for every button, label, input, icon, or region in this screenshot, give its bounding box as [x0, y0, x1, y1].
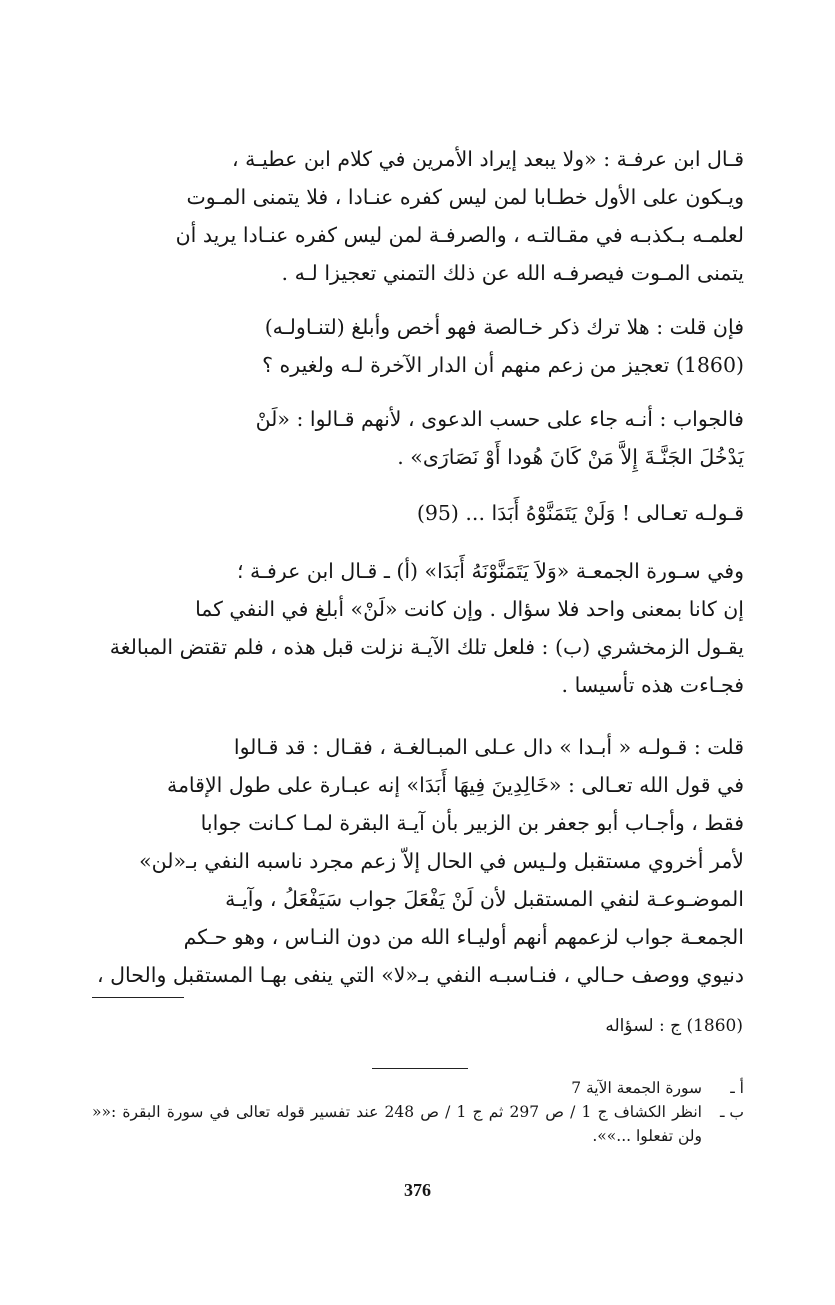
page-number: 376 — [404, 1180, 431, 1200]
text-line: فإن قلت : هلا ترك ذكر خـالصة فهو أخص وأبلغ (لتنـاولـه) — [264, 315, 744, 339]
note-text: انظر الكشاف ج 1 / ص 297 ثم ج 1 / ص 248 عند تفسير قوله تعالى في سورة البقرة :«« ولن تفعلوا ...»». — [92, 1103, 702, 1145]
text-line: فجـاءت هذه تأسيسا . — [561, 673, 744, 697]
note-item — [92, 1100, 744, 1148]
note-marker: أ ـ — [730, 1079, 744, 1097]
footnote-divider — [92, 997, 184, 998]
note-text: سورة الجمعة الآية 7 — [571, 1079, 702, 1097]
text-line: (1860) تعجيز من زعم منهم أن الدار الآخرة لـه ولغيره ؟ — [262, 353, 744, 377]
text-line: قـولـه تعـالى ! وَلَنْ يَتَمَنَّوْهُ أَبَدَا ... (95) — [416, 501, 744, 525]
note-marker: ب ـ — [719, 1103, 744, 1121]
text-line: لعلمـه بـكذبـه في مقـالتـه ، والصرفـة لمن ليس كفره عنـادا يريد أن — [175, 223, 744, 247]
text-line: إن كانا بمعنى واحد فلا سؤال . وإن كانت «لَنْ» أبلغ في النفي كما — [195, 597, 744, 621]
text-line: فالجواب : أنـه جاء على حسب الدعوى ، لأنهم قـالوا : «لَنْ — [255, 407, 744, 431]
text-line: فقط ، وأجـاب أبو جعفر بن الزبير بأن آيـة البقرة لمـا كـانت جوابا — [200, 811, 744, 835]
text-line: وفي سـورة الجمعـة «وَلاَ يَتَمَنَّوْنَهُ أَبَدَا» (أ) ـ قـال ابن عرفـة ؛ — [236, 559, 744, 583]
paragraph-ibn-arafa — [92, 140, 744, 292]
notes-divider — [372, 1068, 468, 1069]
paragraph-surat-jumua — [92, 552, 744, 704]
text-line: دنيوي ووصف حـالي ، فنـاسبـه النفي بـ«لا» التي ينفى بهـا المستقبل والحال ، — [97, 963, 744, 987]
text-line: قلت : قـولـه « أبـدا » دال عـلى المبـالغـة ، فقـال : قد قـالوا — [233, 735, 744, 759]
paragraph-discussion — [92, 728, 744, 994]
text-line: الموضـوعـة لنفي المستقبل لأن لَنْ يَفْعَلَ جواب سَيَفْعَلُ ، وآيـة — [225, 887, 744, 911]
paragraph-verse-heading — [92, 494, 744, 532]
text-line: ويـكون على الأول خطـابا لمن ليس كفره عنـادا ، فلا يتمنى المـوت — [186, 185, 744, 209]
text-line: يَدْخُلَ الجَنَّـةَ إِلاَّ مَنْ كَانَ هُودا أَوْ نَصَارَى» . — [397, 445, 744, 469]
text-line: الجمعـة جواب لزعمهم أنهم أوليـاء الله من دون النـاس ، وهو حـكم — [183, 925, 744, 949]
text-line: لأمر أخروي مستقبل ولـيس في الحال إلاّ زعم مجرد ناسبه النفي بـ«لن» — [139, 849, 744, 873]
note-item — [92, 1076, 744, 1100]
paragraph-answer — [92, 400, 744, 476]
paragraph-question — [92, 308, 744, 384]
text-line: يتمنى المـوت فيصرفـه الله عن ذلك التمني تعجيزا لـه . — [281, 261, 744, 285]
footnote-1860: (1860) ج : لسؤاله — [605, 1016, 743, 1036]
text-line: يقـول الزمخشري (ب) : فلعل تلك الآيـة نزلت قبل هذه ، فلم تقتض المبالغة — [109, 635, 744, 659]
text-line: في قول الله تعـالى : «خَالِدِينَ فِيهَا أَبَدَا» إنه عبـارة على طول الإقامة — [166, 773, 744, 797]
editor-notes — [92, 1076, 744, 1148]
text-line: قـال ابن عرفـة : «ولا يبعد إيراد الأمرين في كلام ابن عطيـة ، — [231, 147, 744, 171]
main-text — [92, 140, 744, 994]
